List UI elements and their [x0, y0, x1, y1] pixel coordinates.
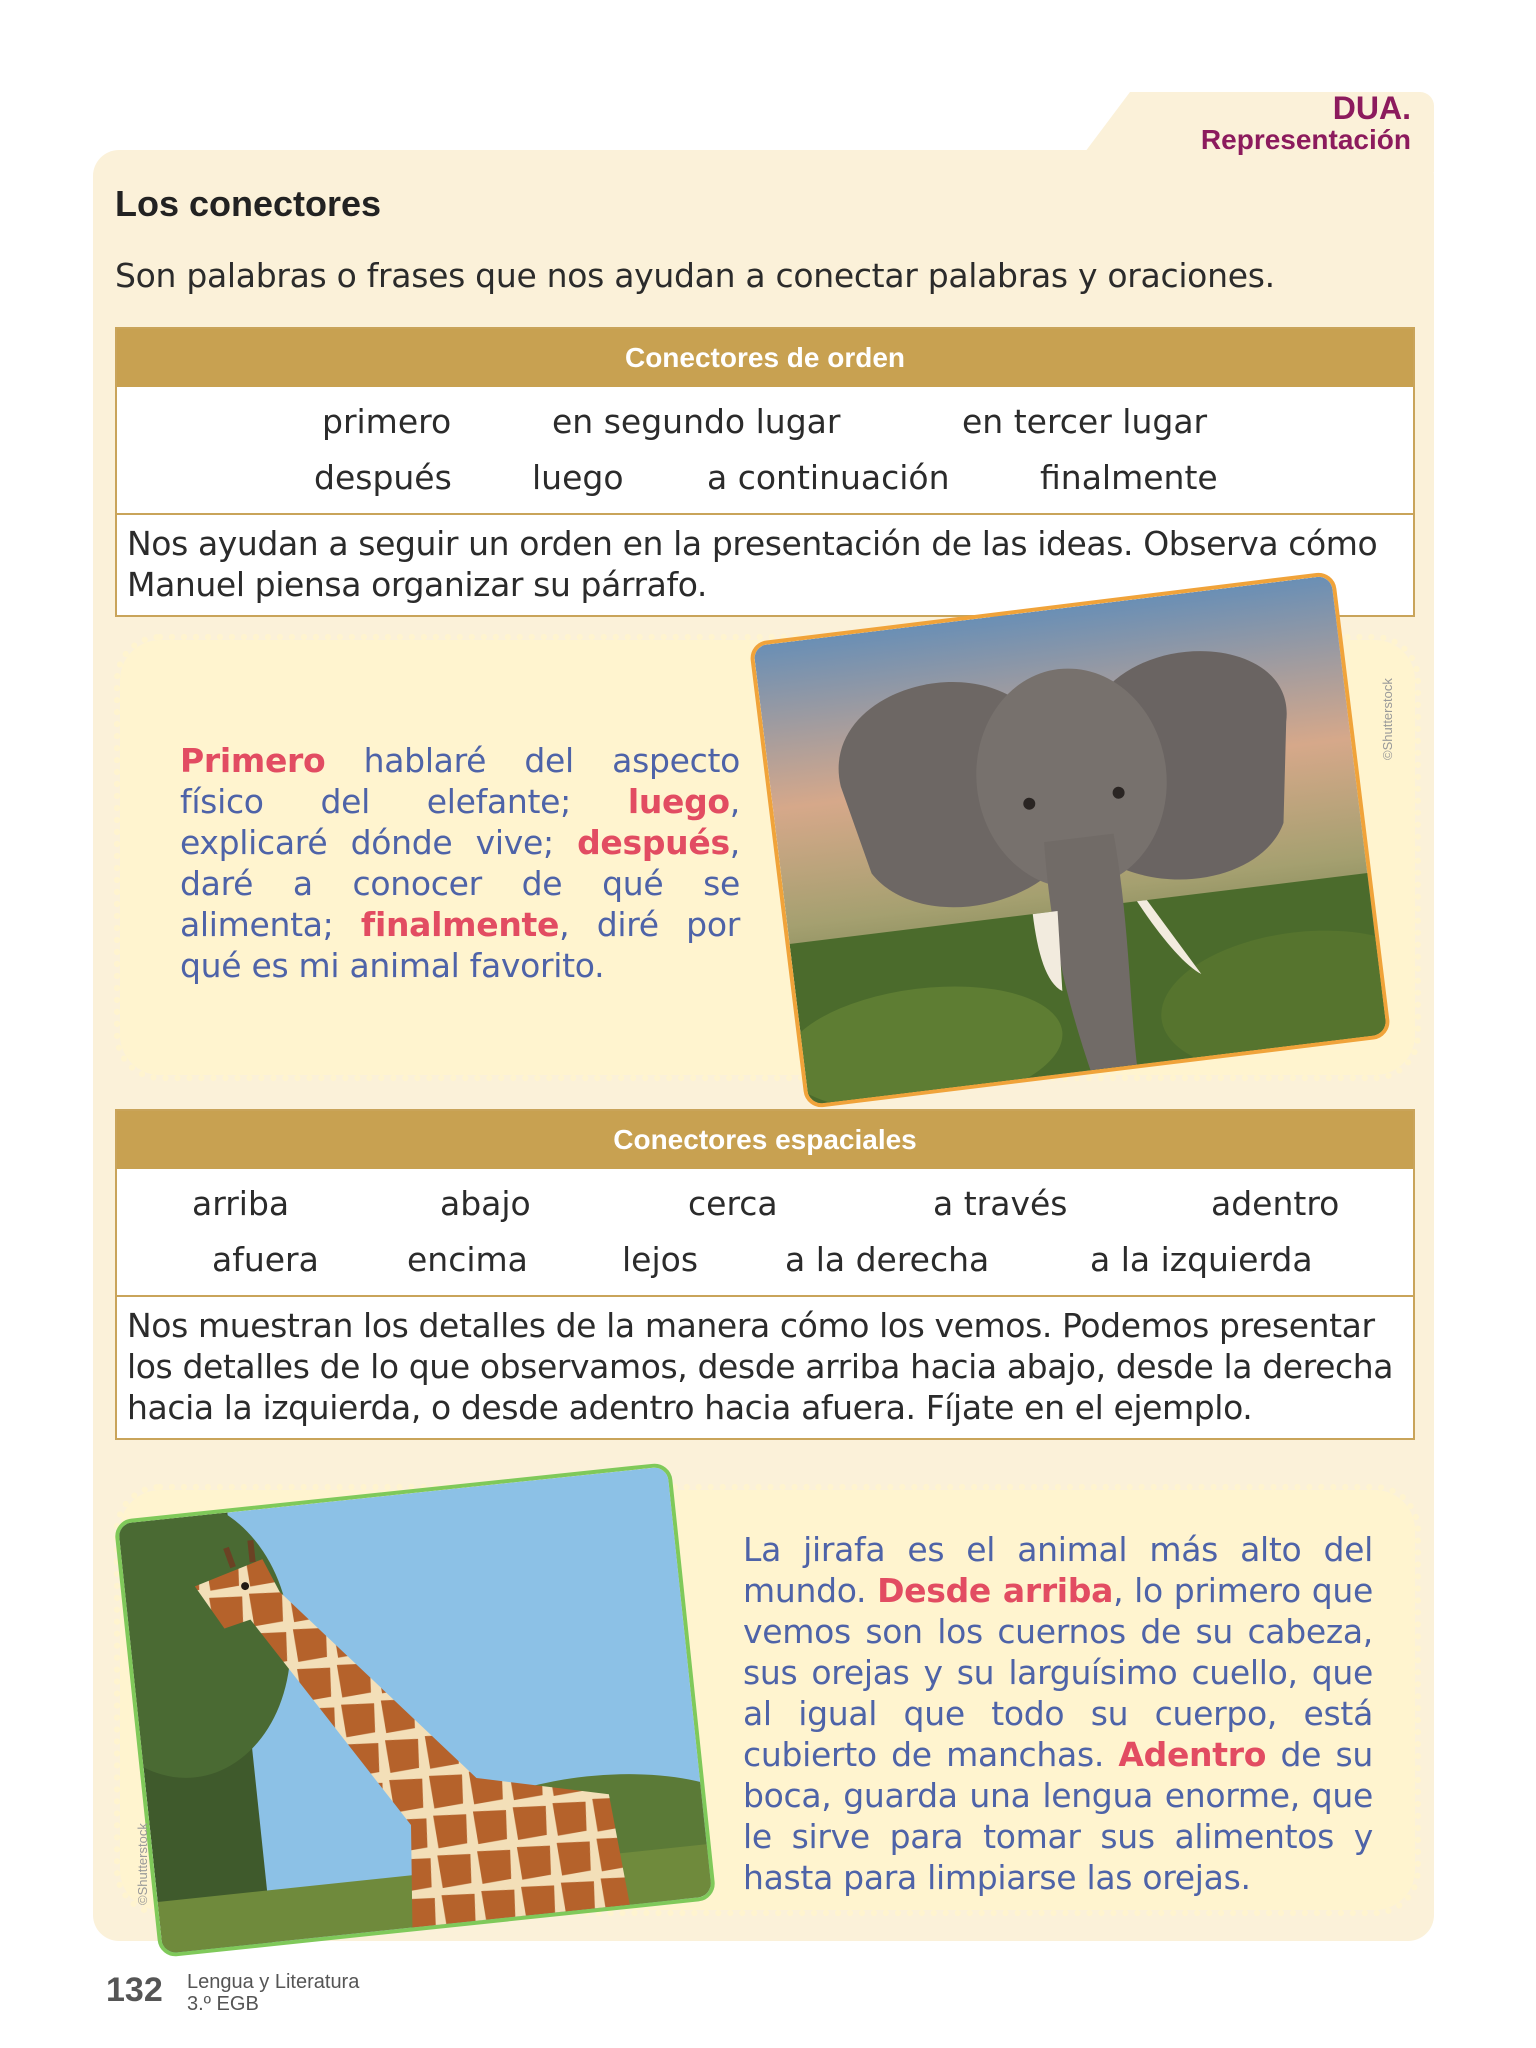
order-row-1	[117, 393, 1413, 449]
connector-word: finalmente	[1040, 457, 1218, 497]
paragraph-text: hablaré del aspecto físico del elefante;	[180, 741, 740, 821]
paragraph-text: de su boca, guarda una lengua enorme, que le sirve para tomar sus alimentos y hasta para limpiarse las orejas.	[743, 1735, 1373, 1897]
paragraph-text: La jirafa es el animal más alto del mundo.	[743, 1530, 1373, 1610]
connector-word: primero	[322, 401, 452, 441]
connector-highlight: Primero	[180, 741, 326, 780]
connector-word: a la derecha	[785, 1239, 990, 1279]
spatial-row-1	[117, 1175, 1413, 1231]
spatial-row-2	[117, 1231, 1413, 1287]
spatial-table-words	[117, 1169, 1413, 1297]
connector-word: arriba	[192, 1183, 290, 1223]
paragraph-text: , daré a conocer de qué se alimenta;	[180, 823, 740, 944]
connector-highlight: Adentro	[1118, 1735, 1267, 1774]
order-table-words	[117, 387, 1413, 515]
connector-word: encima	[407, 1239, 528, 1279]
page-number: 132	[106, 1971, 163, 2009]
connector-word: a continuación	[707, 457, 950, 497]
dua-subtitle: Representación	[1200, 124, 1411, 155]
paragraph-text: , lo primero que vemos son los cuernos de su cabeza, sus orejas y su larguísimo cuello, que al igual que todo su cuerpo, está cubierto de manchas.	[743, 1571, 1373, 1774]
giraffe-paragraph	[743, 1529, 1373, 1898]
paragraph-text: , diré por qué es mi animal favorito.	[180, 905, 740, 985]
giraffe-image	[118, 1465, 717, 1958]
connector-highlight: Desde arriba	[877, 1571, 1114, 1610]
connector-word: en segundo lugar	[552, 401, 841, 441]
book-title: Lengua y Literatura	[187, 1971, 360, 1993]
connector-word: a través	[933, 1183, 1068, 1223]
order-table-description: Nos ayudan a seguir un orden en la presentación de las ideas. Observa cómo Manuel piensa organizar su párrafo.	[127, 524, 1378, 604]
connector-word: en tercer lugar	[962, 401, 1208, 441]
book-grade: 3.º EGB	[187, 1993, 259, 2015]
section-intro: Son palabras o frases que nos ayudan a conectar palabras y oraciones.	[115, 256, 1275, 295]
spatial-connectors-table	[115, 1109, 1415, 1440]
connector-word: después	[314, 457, 452, 497]
connector-highlight: luego	[627, 782, 730, 821]
connector-word: abajo	[440, 1183, 531, 1223]
connector-word: adentro	[1211, 1183, 1340, 1223]
connector-word: a la izquierda	[1090, 1239, 1313, 1279]
connector-word: luego	[532, 457, 624, 497]
spatial-table-description: Nos muestran los detalles de la manera cómo los vemos. Podemos presentar los detalles de lo que observamos, desde arriba hacia abajo, desde la derecha hacia la izquierda, o desde adentro hacia afuera. Fíjate en el ejemplo.	[127, 1306, 1394, 1427]
elephant-photo	[749, 571, 1392, 1109]
order-connectors-table	[115, 327, 1415, 617]
giraffe-photo	[114, 1462, 717, 1958]
connector-word: afuera	[212, 1239, 319, 1279]
order-table-header: Conectores de orden	[117, 329, 1413, 387]
elephant-photo-credit: ©Shutterstock	[1380, 678, 1395, 760]
connector-highlight: después	[577, 823, 730, 862]
elephant-image	[753, 574, 1391, 1109]
connector-word: cerca	[688, 1183, 778, 1223]
dua-label: DUA.	[1332, 90, 1411, 126]
connector-word: lejos	[622, 1239, 699, 1279]
book-info	[187, 1971, 359, 2015]
paragraph-text: , explicaré dónde vive;	[180, 782, 740, 862]
order-row-2	[117, 449, 1413, 505]
giraffe-photo-credit: ©Shutterstock	[135, 1823, 150, 1905]
connector-highlight: finalmente	[360, 905, 560, 944]
section-title: Los conectores	[115, 183, 382, 224]
elephant-paragraph	[180, 740, 740, 986]
spatial-table-header: Conectores espaciales	[117, 1111, 1413, 1169]
